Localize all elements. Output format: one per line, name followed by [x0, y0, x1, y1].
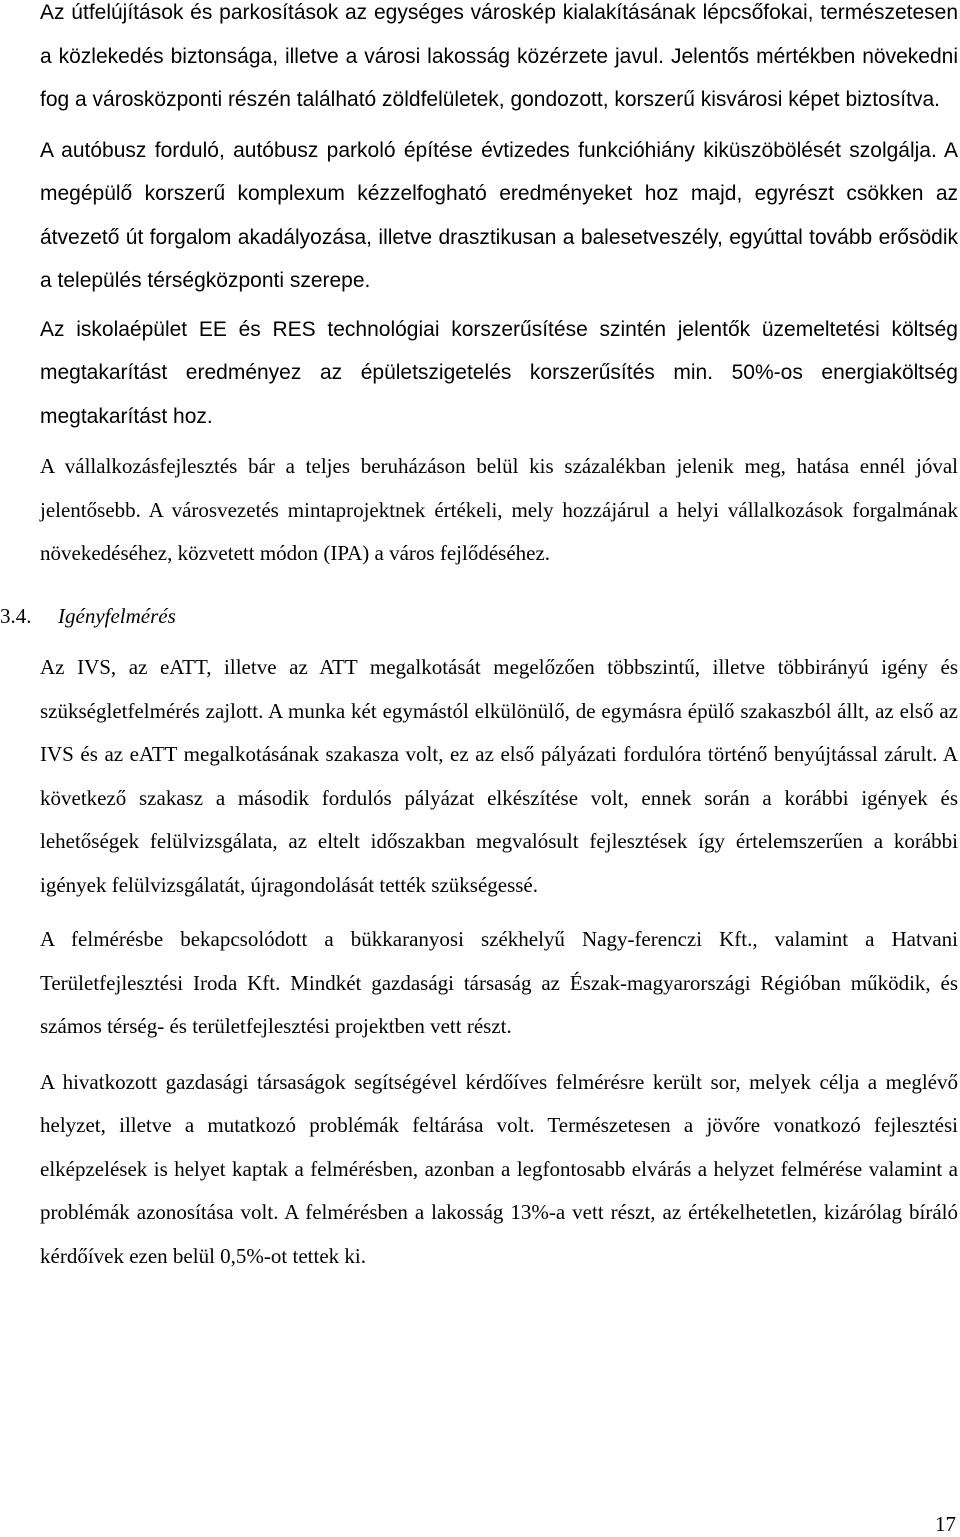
section-number: 3.4.	[0, 603, 32, 628]
paragraph-survey: A hivatkozott gazdasági társaságok segítségével kérdőíves felmérésre került sor, melyek célja a meglévő helyzet, illetve a mutatkozó problémák feltárása volt. Természetesen a jövőre vonatkozó fejlesztési elképzelések is helyet kaptak a felmérésben, azonban a legfontosabb elvárás a helyzet felmérése valamint a problémák azonosítása volt. A felmérésben a lakosság 13%-a vett részt, az értékelhetetlen, kizárólag bíráló kérdőívek ezen belül 0,5%-ot tettek ki.	[40, 1069, 958, 1268]
paragraph-participating-companies: A felmérésbe bekapcsolódott a bükkaranyosi székhelyű Nagy-ferenczi Kft., valamint a Hatvani Területfejlesztési Iroda Kft. Mindkét gazdasági társaság az Észak-magyarországi Régióban működik, és számos térség- és területfejlesztési projektben vett részt.	[40, 927, 958, 1038]
paragraph-school-building: Az iskolaépület EE és RES technológiai korszerűsítése szintén jelentők üzemeltetési költség megtakarítást eredményez az épületszigetelés korszerűsítés min. 50%-os energiaköltség megtakarítást hoz.	[40, 317, 958, 428]
section-title: Igényfelmérés	[58, 603, 176, 628]
paragraph-needs-assessment: Az IVS, az eATT, illetve az ATT megalkotását megelőzően többszintű, illetve többirányú igény és szükségletfelmérés zajlott. A munka két egymástól elkülönülő, de egymásra épülő szakaszból állt, az első az IVS és az eATT megalkotásának szakasza volt, ez az első pályázati fordulóra történő benyújtással zárult. A következő szakasz a második fordulós pályázat elkészítése volt, ennek során a korábbi igények és lehetőségek felülvizsgálata, az eltelt időszakban megvalósult fejlesztések így értelemszerűen a korábbi igények felülvizsgálatát, újragondolását tették szükségessé.	[40, 655, 958, 897]
paragraph-enterprise-development: A vállalkozásfejlesztés bár a teljes beruházáson belül kis százalékban jelenik meg, hatása ennél jóval jelentősebb. A városvezetés mintaprojektnek értékeli, mely hozzájárul a helyi vállalkozások forgalmának növekedéséhez, közvetett módon (IPA) a város fejlődéséhez.	[40, 454, 958, 565]
paragraph-bus-terminal: A autóbusz forduló, autóbusz parkoló építése évtizedes funkcióhiány kiküszöbölését szolgálja. A megépülő korszerű komplexum kézzelfogható eredményeket hoz majd, egyrészt csökken az átvezető út forgalom akadályozása, illetve drasztikusan a balesetveszély, egyúttal tovább erősödik a település térségközponti szerepe.	[40, 138, 958, 292]
page-number: 17	[935, 1512, 956, 1536]
section-heading	[0, 595, 958, 639]
paragraph-urban-renewal: Az útfelújítások és parkosítások az egységes városkép kialakításának lépcsőfokai, természetesen a közlekedés biztonsága, illetve a városi lakosság közérzete javul. Jelentős mértékben növekedni fog a városközponti részén található zöldfelületek, gondozott, korszerű kisvárosi képet biztosítva.	[40, 1, 958, 111]
